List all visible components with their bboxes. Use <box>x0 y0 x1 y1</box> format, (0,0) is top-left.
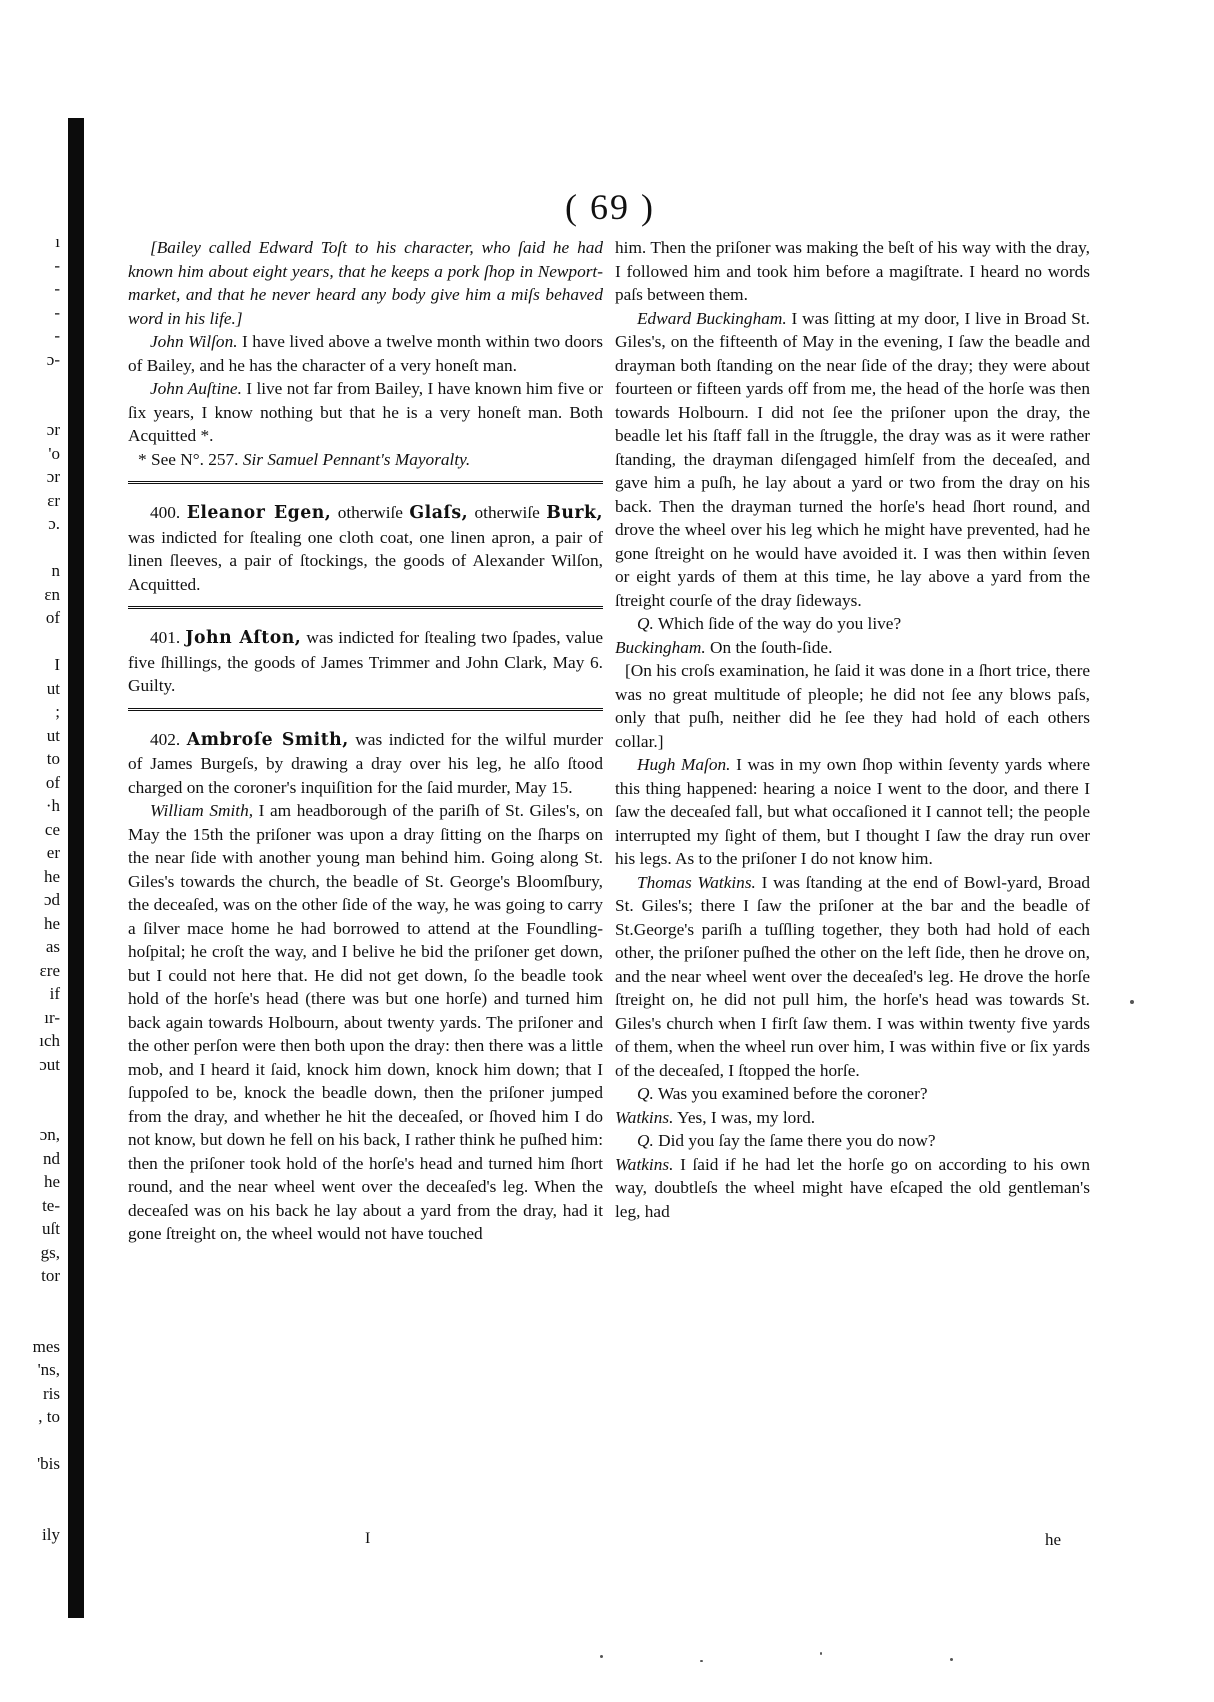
case-number: 402. <box>150 729 181 749</box>
question <box>615 1082 1090 1106</box>
testimony-watkins <box>615 871 1090 1083</box>
testimony-text: I live not far from Bailey, I have known him five or ſix years, I know nothing but that he is a very honeſt man. Both Acquitted *. <box>128 379 603 445</box>
margin-fragment: ce <box>44 819 60 839</box>
ink-speck <box>820 1652 822 1655</box>
ink-speck <box>600 1655 603 1658</box>
defendant-name: Ambroſe Smith, <box>186 729 349 750</box>
margin-fragment <box>0 1100 60 1124</box>
question <box>615 612 1090 636</box>
margin-fragment: as <box>45 937 60 956</box>
margin-fragment: ily <box>42 1524 60 1544</box>
margin-fragment: ıch <box>39 1031 60 1050</box>
answer <box>615 1153 1090 1224</box>
footnote-mark: * See N°. 257. <box>138 449 239 469</box>
ink-speck <box>700 1660 703 1662</box>
question-mark: Q. <box>637 1131 654 1150</box>
margin-fragment <box>0 1076 60 1100</box>
margin-fragment <box>0 371 60 395</box>
case-text: otherwiſe <box>468 503 547 522</box>
testimony-smith <box>128 799 603 1246</box>
question-mark: Q. <box>637 614 654 633</box>
answer <box>615 1106 1090 1130</box>
defendant-alias: Burk, <box>546 503 603 523</box>
margin-fragment: ɛn <box>44 584 60 604</box>
speaker-name: William Smith, <box>150 801 254 820</box>
section-rule <box>128 481 603 487</box>
signature-mark: I <box>365 1530 371 1547</box>
margin-fragment: gs, <box>40 1242 60 1262</box>
margin-fragment: ; <box>55 702 60 721</box>
case-400 <box>128 501 603 596</box>
footnote <box>128 448 603 472</box>
margin-fragment: - <box>54 302 60 322</box>
case-text: was indicted for ſtealing one cloth coat, one linen apron, a pair of linen ſleeves, a pair of ſtockings, the goods of Alexander Wilſon, Acquitted. <box>128 527 603 594</box>
margin-fragment: ɔd <box>43 890 60 909</box>
catchword: he <box>1045 1530 1062 1549</box>
question-mark: Q. <box>637 1084 654 1103</box>
speaker-name: Watkins. <box>615 1154 674 1174</box>
defendant-alias: Glaſs, <box>409 503 469 523</box>
margin-fragment: ut <box>46 725 60 745</box>
margin-fragment: er <box>46 843 60 862</box>
case-text: otherwiſe <box>331 503 410 522</box>
margin-fragment: - <box>54 326 60 345</box>
section-rule <box>128 708 603 714</box>
margin-fragment: n <box>51 561 60 580</box>
case-number: 400. <box>150 503 181 522</box>
question-text: Which ſide of the way do you live? <box>653 614 902 633</box>
testimony-text: I am headborough of the pariſh of St. Giles's, on May the 15th the priſoner was upon a dray ſitting on the ſharps on the near ſide with another young man behind him. Going along St. Giles's towards the church, the beadle of St. George's Bloomſbury, the deceaſed, was on the other ſide of the way, he was going to carry a ſilver mace home he had borrowed to attend at the Foundling-hoſpital; he croſt the way, and I belive he bid the priſoner get down, but I could not here that. He did not get down, ſo the beadle took hold of the horſe's head (there was but one horſe) and turned him back again towards Holbourn, about twenty yards. The priſoner and the other perſon were then both upon the dray: then there was a little mob, and I heard it ſaid, knock him down, knock him down; that I ſuppoſed to be, knock the beadle down, then the priſoner jumped from the dray, and whether he hit the deceaſed, or ſhoved him I do not know, but down he fell on his back, I rather think he puſhed him: then the priſoner took hold of the horſe's head and turned him ſhort round, and the near wheel went over the deceaſed's leg. When the deceaſed was on his back he lay about a yard from the dray, had it gone ſtreight on, the wheel would not have touched <box>128 801 603 1243</box>
left-column <box>128 236 603 1246</box>
binding-shadow <box>68 118 84 1618</box>
case-402 <box>128 728 603 800</box>
margin-fragment: ɔut <box>39 1054 60 1074</box>
case-number: 401. <box>150 628 181 647</box>
testimony-text: I have lived above a twelve month within two doors of Bailey, and he has the character of a very honeſt man. <box>128 332 603 375</box>
margin-fragment: ɛr <box>47 490 60 510</box>
margin-fragment: ris <box>43 1383 60 1403</box>
testimony-wilson <box>128 330 603 377</box>
margin-fragment: - <box>54 279 60 298</box>
margin-fragment: mes <box>32 1336 60 1356</box>
page-number: ( 69 ) <box>565 187 655 227</box>
margin-fragment: he <box>43 1172 60 1191</box>
left-margin-bleed <box>0 230 60 1546</box>
margin-fragment <box>0 395 60 419</box>
margin-fragment: uſt <box>42 1219 60 1238</box>
case-401 <box>128 626 603 698</box>
margin-fragment: ·h <box>45 796 60 815</box>
speaker-name: John Auſtine. <box>150 379 242 398</box>
margin-fragment: ɔ. <box>48 514 60 533</box>
margin-fragment: he <box>43 866 60 886</box>
section-rule <box>128 606 603 612</box>
question-text: Was you examined before the coroner? <box>653 1084 928 1103</box>
margin-fragment: 'bis <box>37 1454 60 1473</box>
margin-fragment: nd <box>43 1148 60 1168</box>
margin-fragment <box>0 1429 60 1453</box>
question <box>615 1129 1090 1153</box>
margin-fragment: tor <box>41 1266 60 1285</box>
right-column <box>615 236 1090 1223</box>
margin-fragment: if <box>49 984 60 1003</box>
margin-fragment: ɔ- <box>46 349 60 369</box>
margin-fragment <box>0 1288 60 1312</box>
defendant-name: John Aſton, <box>185 628 302 648</box>
margin-fragment <box>0 1499 60 1523</box>
testimony-text: I was ſitting at my door, I live in Broad St. Giles's, on the fifteenth of May in the evening, I ſaw the beadle and drayman both ſtanding on the near ſide of the dray; they were about fourteen or fifteen yards off from me, the head of the horſe was then towards Holbourn. I did not ſee the priſoner upon the dray, the beadle let his ſtaff fall in the ſtruggle, the dray was as it were rather ſtanding, the drayman diſengaged himſelf from the deceaſed, and gave him a puſh, he lay about a yard or two from the dray on his back. Then the drayman turned the horſe's head ſhort round, and drove the wheel over his leg which he might have prevented, had he gone ſtreight on he would have avoided it. I was then within ſeven or eight yards of them at this time, he lay above a yard from the ſtreight courſe of the dray ſideways. <box>615 308 1090 610</box>
margin-fragment: ır- <box>44 1007 60 1027</box>
testimony-text: I was in my own ſhop within ſeventy yards where this thing happened: hearing a noice I went to the door, and there I ſaw the deceaſed fall, but what occaſioned it I cannot tell; the people interrupted my ſight of them, but I thought I ſaw the dray run over his legs. As to the priſoner I do not know him. <box>615 755 1090 868</box>
margin-fragment <box>0 536 60 560</box>
margin-fragment: 'ns, <box>37 1360 60 1379</box>
margin-fragment: ɛre <box>39 960 60 980</box>
cross-examination-note: [On his croſs examination, he ſaid it was done in a ſhort trice, there was no great multitude of pleople; he did not ſee any blows paſs, only that puſh, neither did he ſee they had hold of each others collar.] <box>615 661 1090 751</box>
margin-fragment: to <box>46 749 60 768</box>
margin-fragment: of <box>45 772 60 792</box>
answer <box>615 636 1090 660</box>
speaker-name: Thomas Watkins. <box>637 872 756 892</box>
margin-fragment: 'o <box>48 443 60 463</box>
footnote-text: Sir Samuel Pennant's Mayoralty. <box>238 449 471 469</box>
case-text: was indicted for the wilful murder of James Burgeſs, by drawing a dray over his leg, he alſo ſtood charged on the coroner's inquiſition for the ſaid murder, May 15. <box>128 729 603 797</box>
case-text: was indicted for ſtealing two ſpades, value five ſhillings, the goods of James Trimmer and John Clark, May 6. Guilty. <box>128 628 604 695</box>
margin-fragment <box>0 1311 60 1335</box>
answer-text: Yes, I was, my lord. <box>673 1107 816 1127</box>
testimony-buckingham <box>615 307 1090 613</box>
margin-fragment: , to <box>38 1407 60 1426</box>
answer-text: I ſaid if he had let the horſe go on according to his own way, doubtleſs the wheel might have eſcaped the old gentleman's leg, had <box>615 1154 1090 1221</box>
margin-fragment: ɔr <box>46 420 60 439</box>
margin-fragment: ut <box>46 678 60 698</box>
margin-fragment: ɔr <box>46 467 60 486</box>
margin-fragment: ı <box>55 232 60 251</box>
testimony-austine <box>128 377 603 448</box>
speaker-name: Buckingham. <box>615 637 706 657</box>
question-text: Did you ſay the ſame there you do now? <box>653 1131 936 1150</box>
testimony-text: I was ſtanding at the end of Bowl-yard, Broad St. Giles's; there I ſaw the priſoner at the bar and the beadle of St.George's pariſh a tuſſling together, they both had hold of each other, the priſoner puſhed the other on the left ſide, then he drove on, and the near wheel went over the deceaſed's leg. He drove the horſe ſtreight on, he did not pull him, the horſe's head was towards St. Giles's church when I firſt ſaw them. I was within twenty five yards of them, when the wheel run over him, I was within five or ſix yards of the deceaſed, I ſtopped the horſe. <box>615 872 1091 1080</box>
margin-fragment: - <box>54 255 60 275</box>
ink-speck <box>950 1658 953 1661</box>
margin-fragment <box>0 1476 60 1500</box>
speaker-name: Watkins. <box>615 1107 674 1127</box>
ink-speck <box>1130 1000 1134 1004</box>
testimony-mason <box>615 753 1090 871</box>
answer-text: On the ſouth-ſide. <box>705 637 833 657</box>
speaker-name: John Wilſon. <box>150 332 238 351</box>
speaker-name: Edward Buckingham. <box>637 308 787 328</box>
speaker-name: Hugh Maſon. <box>637 755 731 774</box>
testimony-smith-continued: him. Then the priſoner was making the beſt of his way with the dray, I followed him and took him before a magiſtrate. I heard no words paſs between them. <box>615 238 1090 304</box>
margin-fragment: ɔn, <box>39 1125 60 1144</box>
bailey-note: [Bailey called Edward Toſt to his character, who ſaid he had known him about eight years, that he keeps a pork ſhop in Newport-market, and that he never heard any body give him a miſs behaved word in his life.] <box>128 238 603 328</box>
margin-fragment: te- <box>42 1195 60 1215</box>
margin-fragment <box>0 630 60 654</box>
margin-fragment: he <box>43 913 60 933</box>
defendant-name: Eleanor Egen, <box>186 503 332 523</box>
margin-fragment: I <box>54 655 60 674</box>
margin-fragment: of <box>45 608 60 627</box>
